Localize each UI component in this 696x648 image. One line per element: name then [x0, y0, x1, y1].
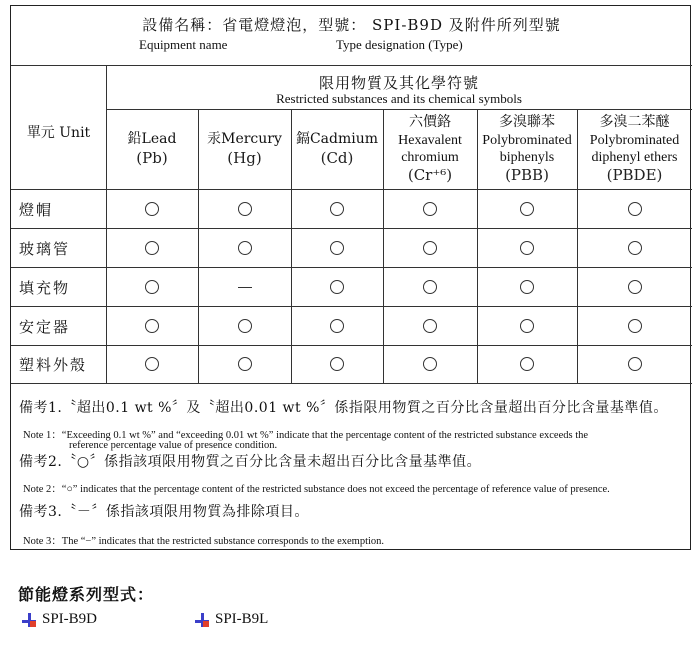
- compliant-circle-mark: [238, 357, 252, 371]
- compliant-circle-mark: [330, 357, 344, 371]
- column-name: 汞Mercury: [207, 131, 282, 147]
- compliant-circle-mark: [628, 202, 642, 216]
- grid-line: [11, 189, 692, 190]
- column-header-pbb: [477, 109, 577, 189]
- equipment-name-label: Equipment name: [139, 37, 228, 52]
- compliant-circle-mark: [145, 241, 159, 255]
- row-label-lamp-cap: 燈帽: [19, 201, 54, 219]
- compliant-circle-mark: [520, 241, 534, 255]
- remark-2-zh: 備考2.〝○〞係指該項限用物質之百分比含量未超出百分比含量基準值。: [19, 454, 482, 470]
- type-designation-label: Type designation (Type): [336, 37, 463, 52]
- equipment-title: 設備名稱：省電燈燈泡，型號： SPI-B9D 及附件所列型號: [142, 16, 561, 34]
- compliant-circle-mark: [238, 202, 252, 216]
- exemption-dash-mark: [238, 287, 252, 288]
- column-header-mercury: [198, 109, 291, 189]
- compliant-circle-mark: [145, 319, 159, 333]
- compliant-circle-mark: [423, 241, 437, 255]
- model-item: [195, 611, 268, 628]
- column-header-pbde: [577, 109, 692, 189]
- grid-line: [11, 65, 692, 66]
- column-name-en: Polybrominated diphenyl ethers: [589, 133, 680, 165]
- compliant-circle-mark: [330, 202, 344, 216]
- remark-3-zh: 備考3.〝－〞係指該項限用物質為排除項目。: [19, 504, 309, 520]
- compliant-circle-mark: [520, 319, 534, 333]
- row-label-plastic-housing: 塑料外殼: [19, 356, 88, 374]
- column-name: 多溴二苯醚: [599, 114, 670, 130]
- restricted-substances-title-en: Restricted substances and its chemical symbols: [276, 91, 522, 106]
- restricted-substances-table: [10, 5, 691, 550]
- note-2-en: Note 2：“○” indicates that the percentage content of the restricted substance does not exceed the percentage of reference value of presence.: [23, 484, 610, 495]
- compliant-circle-mark: [238, 241, 252, 255]
- column-name: 鎘Cadmium: [295, 131, 379, 147]
- column-name-en: Polybrominated biphenyls: [482, 133, 572, 165]
- grid-line: [11, 383, 692, 384]
- column-symbol: (Cr⁺⁶): [407, 166, 453, 184]
- compliant-circle-mark: [145, 202, 159, 216]
- compliant-circle-mark: [423, 357, 437, 371]
- bullet-icon: [195, 613, 209, 627]
- compliant-circle-mark: [330, 280, 344, 294]
- compliant-circle-mark: [330, 241, 344, 255]
- column-header-lead: [106, 109, 198, 189]
- grid-line: [11, 345, 692, 346]
- compliant-circle-mark: [628, 241, 642, 255]
- bullet-icon: [22, 613, 36, 627]
- column-name-en: Hexavalent chromium: [398, 133, 462, 165]
- grid-line: [11, 228, 692, 229]
- column-name: 多溴聯苯: [499, 114, 555, 130]
- model-name: SPI-B9D: [42, 611, 98, 627]
- compliant-circle-mark: [628, 319, 642, 333]
- note-3-en: Note 3：The “−” indicates that the restricted substance corresponds to the exemption.: [23, 536, 385, 547]
- compliant-circle-mark: [330, 319, 344, 333]
- compliant-circle-mark: [145, 357, 159, 371]
- model-name: SPI-B9L: [215, 611, 269, 627]
- column-symbol: (PBB): [505, 166, 549, 184]
- model-item: [22, 611, 97, 628]
- remark-1-zh: 備考1.〝超出0.1 wt %〞及〝超出0.01 wt %〞係指限用物質之百分比含量超出百分比含量基準值。: [19, 400, 668, 416]
- compliant-circle-mark: [238, 319, 252, 333]
- column-name: 六價鉻: [409, 114, 451, 130]
- grid-line: [11, 267, 692, 268]
- column-symbol: (Hg): [227, 149, 262, 167]
- note-1-en: Note 1：“Exceeding 0.1 wt %” and “exceeding 0.01 wt %” indicate that the percentage content of the restricted substance exceeds the: [23, 430, 589, 441]
- column-name: 鉛Lead: [127, 131, 177, 147]
- column-symbol: (Cd): [320, 149, 354, 167]
- restricted-substances-title-zh: 限用物質及其化學符號: [318, 74, 479, 92]
- unit-column-header: 單元 Unit: [26, 125, 91, 141]
- column-header-hexavalent-chromium: [383, 109, 477, 189]
- row-label-filler: 填充物: [19, 279, 71, 297]
- compliant-circle-mark: [145, 280, 159, 294]
- grid-line: [11, 306, 692, 307]
- note-1-en-cont: reference percentage value of presence condition.: [69, 440, 278, 451]
- compliant-circle-mark: [628, 357, 642, 371]
- column-header-cadmium: [291, 109, 383, 189]
- compliant-circle-mark: [423, 319, 437, 333]
- compliant-circle-mark: [520, 357, 534, 371]
- row-label-ballast: 安定器: [19, 318, 71, 336]
- compliant-circle-mark: [628, 280, 642, 294]
- compliant-circle-mark: [423, 280, 437, 294]
- row-label-glass-tube: 玻璃管: [19, 240, 71, 258]
- series-title: 節能燈系列型式：: [18, 585, 155, 604]
- compliant-circle-mark: [423, 202, 437, 216]
- compliant-circle-mark: [520, 202, 534, 216]
- compliant-circle-mark: [520, 280, 534, 294]
- column-symbol: (Pb): [136, 149, 168, 167]
- column-symbol: (PBDE): [606, 166, 663, 184]
